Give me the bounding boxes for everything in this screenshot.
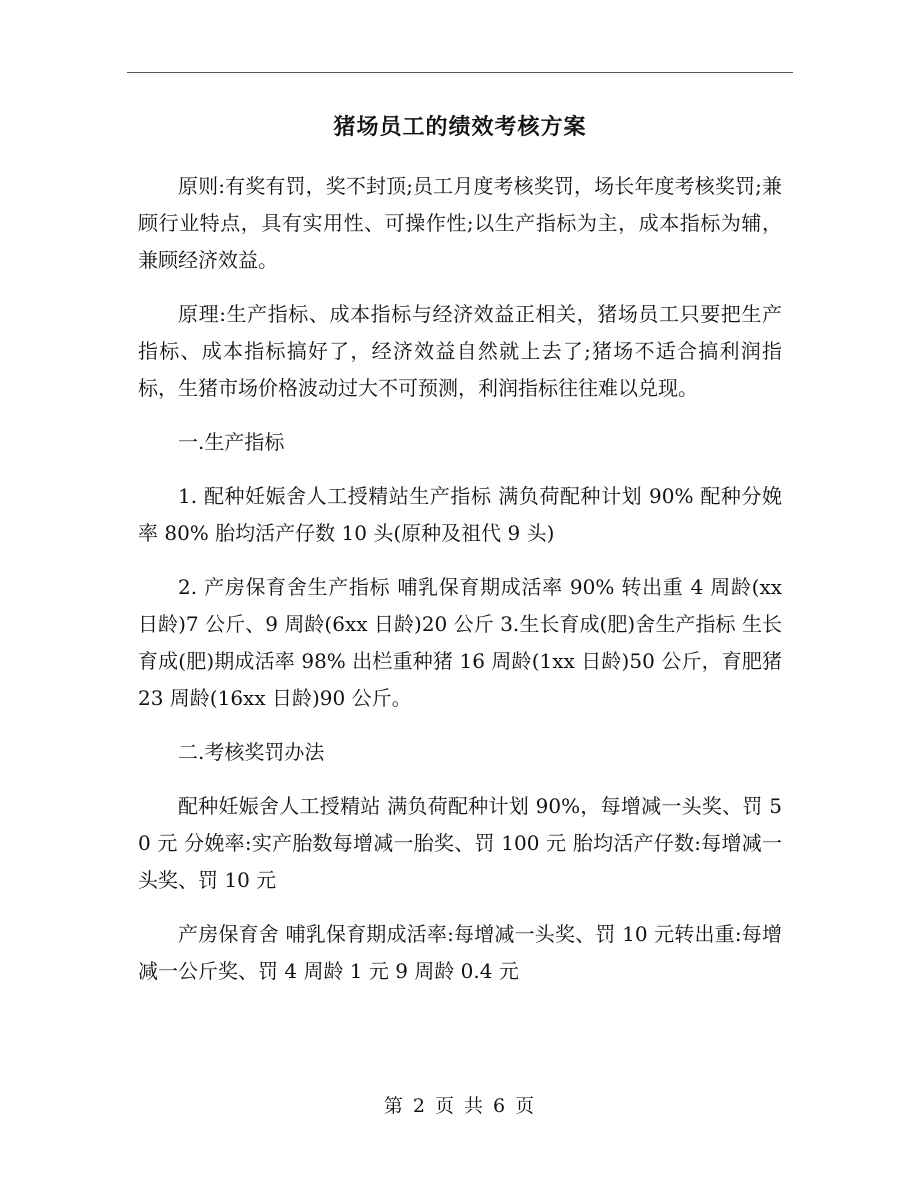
paragraph-farrowing-reward-penalty: 产房保育舍 哺乳保育期成活率:每增减一头奖、罚 10 元转出重:每增减一公斤奖、罚 4 周龄 1 元 9 周龄 0.4 元	[138, 922, 782, 983]
section-heading-production-indicators: 一.生产指标	[178, 430, 285, 454]
paragraph-farrowing-nursery-indicators: 2. 产房保育舍生产指标 哺乳保育期成活率 90% 转出重 4 周龄(xx 日龄)7 公斤、9 周龄(6xx 日龄)20 公斤 3.生长育成(肥)舍生产指标 生长育成(肥)期成活率 98% 出栏重种猪 16 周龄(1xx 日龄)50 公斤，育肥猪 23 周龄(16xx 日龄)90 公斤。	[138, 575, 782, 710]
document-body	[138, 168, 782, 1007]
document-title: 猪场员工的绩效考核方案	[333, 114, 587, 140]
paragraph-principle: 原则:有奖有罚，奖不封顶;员工月度考核奖罚，场长年度考核奖罚;兼顾行业特点，具有实用性、可操作性;以生产指标为主，成本指标为辅，兼顾经济效益。	[138, 174, 782, 272]
page-number: 第 2 页 共 6 页	[383, 1095, 537, 1117]
paragraph-rationale: 原理:生产指标、成本指标与经济效益正相关，猪场员工只要把生产指标、成本指标搞好了，经济效益自然就上去了;猪场不适合搞利润指标，生猪市场价格波动过大不可预测，利润指标往往难以兑现。	[138, 302, 782, 400]
header-rule	[127, 72, 793, 73]
paragraph-breeding-indicators: 1. 配种妊娠舍人工授精站生产指标 满负荷配种计划 90% 配种分娩率 80% 胎均活产仔数 10 头(原种及祖代 9 头)	[138, 484, 782, 545]
section-heading-reward-penalty: 二.考核奖罚办法	[178, 740, 325, 764]
paragraph-breeding-reward-penalty: 配种妊娠舍人工授精站 满负荷配种计划 90%，每增减一头奖、罚 50 元 分娩率:实产胎数每增减一胎奖、罚 100 元 胎均活产仔数:每增减一头奖、罚 10 元	[138, 794, 782, 892]
